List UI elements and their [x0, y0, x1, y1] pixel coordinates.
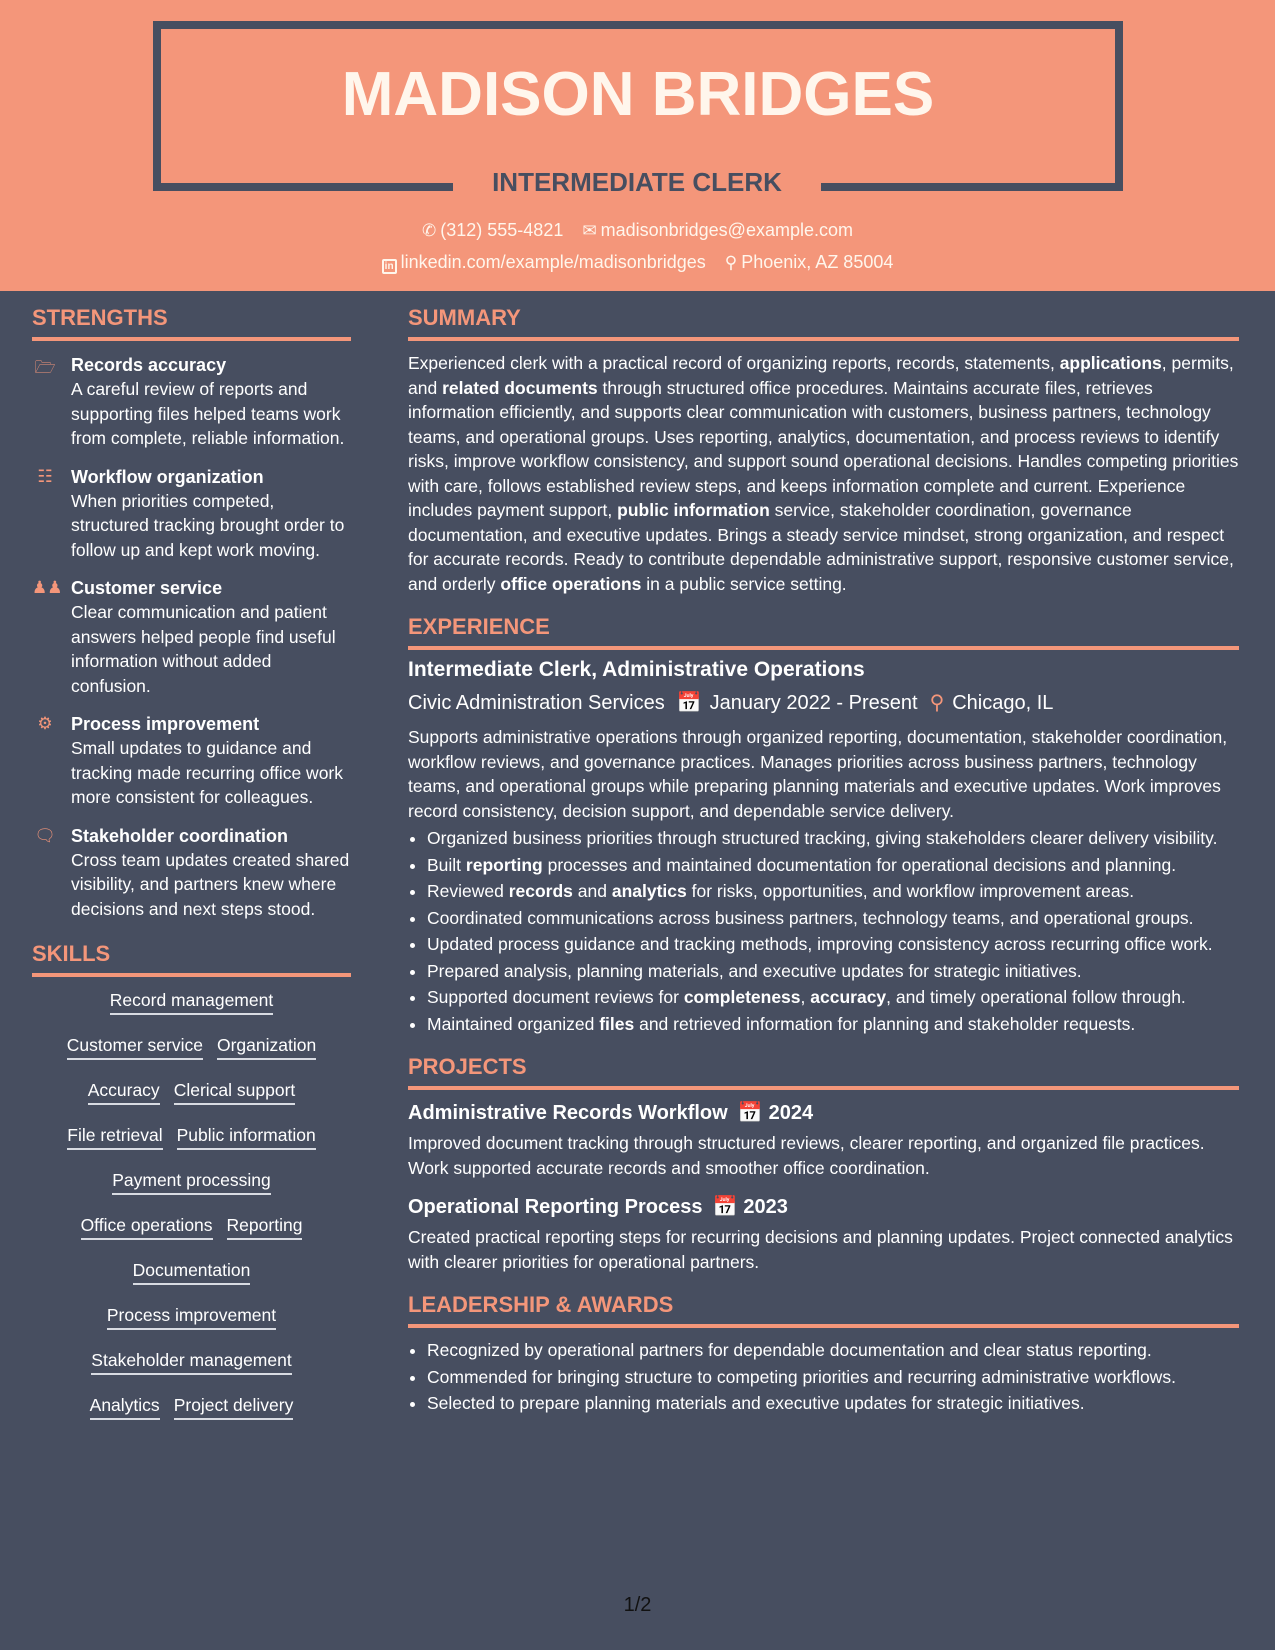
resume-header [0, 0, 1275, 291]
bold-keyword: completeness [683, 987, 801, 1007]
skill-tag: Record management [110, 989, 273, 1015]
text-run: and [572, 881, 612, 901]
calendar-icon: 📅 [737, 1102, 763, 1124]
job-bullet [427, 985, 1239, 1010]
strength-desc: Cross team updates created shared visibility, and partners knew where decisions and next steps stood. [71, 849, 350, 919]
role-wrap [453, 160, 821, 204]
text-run: , and timely operational follow through. [886, 987, 1186, 1007]
strength-item [32, 824, 351, 922]
location-text: Phoenix, AZ 85004 [741, 252, 894, 272]
leadership-heading: LEADERSHIP & AWARDS [408, 1292, 1239, 1328]
project-year: 2023 [743, 1196, 788, 1218]
bold-keyword: accuracy [810, 987, 887, 1007]
text-run: Updated process guidance and tracking methods, improving consistency across recurring office work. [427, 934, 1213, 954]
skills-row [32, 1214, 351, 1259]
award-item: • Selected to prepare planning materials and executive updates for strategic initiatives. [427, 1391, 1239, 1416]
linkedin-icon: in [382, 259, 397, 274]
project-year: 2024 [768, 1102, 814, 1124]
job-meta [408, 690, 1239, 715]
job-bullets [408, 826, 1239, 1036]
skill-tag: Accuracy [88, 1079, 160, 1105]
sitemap-icon: ☷ [37, 466, 53, 486]
strength-item [32, 353, 351, 451]
phone-contact [422, 220, 563, 241]
project-name: Operational Reporting Process [408, 1196, 703, 1218]
strength-title: Customer service [71, 578, 223, 598]
project-title [408, 1100, 1239, 1125]
bold-keyword: public information [617, 500, 770, 520]
job-location: Chicago, IL [952, 692, 1054, 714]
comments-icon: 🗨 [34, 825, 56, 845]
skill-tag: Documentation [133, 1259, 251, 1285]
skill-tag: Office operations [81, 1214, 213, 1240]
skill-tag: Customer service [67, 1034, 203, 1060]
strength-item [32, 712, 351, 810]
bold-keyword: applications [1059, 353, 1162, 373]
summary-text [408, 351, 1239, 596]
leadership-bullets [408, 1338, 1239, 1416]
bold-keyword: analytics [611, 881, 687, 901]
skill-tag: Public information [177, 1124, 316, 1150]
text-run: , [800, 987, 811, 1007]
job-bullet [427, 932, 1239, 957]
job-dates: January 2022 - Present [709, 692, 918, 714]
bold-keyword: reporting [465, 854, 543, 875]
award-item: • Commended for bringing structure to competing priorities and recurring administrative workflows. [427, 1365, 1239, 1390]
bold-keyword: office operations [500, 573, 642, 594]
text-run: Maintained organized [427, 1013, 600, 1034]
strength-item [32, 465, 351, 563]
location-contact [725, 252, 894, 273]
job-bullet [427, 826, 1239, 851]
experience-heading: EXPERIENCE [408, 614, 1239, 650]
project-desc: Created practical reporting steps for recurring decisions and planning updates. Project connected analytics with clearer priorities for operational partners. [408, 1227, 1233, 1272]
skills-row [32, 1124, 351, 1169]
skill-tag: Payment processing [112, 1169, 271, 1195]
contact-row-2 [0, 252, 1275, 274]
text-run: Prepared analysis, planning materials, and executive updates for strategic initiatives. [427, 960, 1082, 981]
contact-row-1 [0, 220, 1275, 241]
strength-title: Stakeholder coordination [71, 825, 289, 846]
strength-desc: Small updates to guidance and tracking made recurring office work more consistent for colleagues. [71, 738, 344, 807]
linkedin-contact[interactable] [382, 252, 706, 274]
skills-row [32, 1169, 351, 1214]
map-marker-icon: ⚲ [929, 692, 945, 714]
skills-row [32, 1034, 351, 1079]
text-run: Reviewed [427, 881, 509, 901]
skill-tag: File retrieval [67, 1124, 162, 1150]
text-run: Supported document reviews for [427, 987, 684, 1007]
text-run: for risks, opportunities, and workflow improvement areas. [686, 881, 1135, 901]
strength-desc: Clear communication and patient answers helped people find useful information without added confusion. [71, 602, 336, 696]
calendar-icon: 📅 [676, 692, 702, 714]
projects-heading: PROJECTS [408, 1054, 1239, 1090]
skills-row [32, 1304, 351, 1349]
map-marker-icon: ⚲ [724, 253, 738, 272]
skill-tag: Reporting [227, 1214, 303, 1240]
gears-icon: ⚙ [37, 714, 53, 733]
strengths-heading: STRENGTHS [32, 305, 351, 341]
skill-tag: Project delivery [174, 1394, 294, 1420]
bold-keyword: related documents [442, 377, 598, 398]
text-run: Coordinated communications across business partners, technology teams, and operational groups. [427, 907, 1194, 928]
phone-text: (312) 555-4821 [440, 220, 564, 240]
sidebar [32, 305, 351, 1439]
text-run: in a public service setting. [641, 573, 847, 594]
text-run: processes and maintained documentation for operational decisions and planning. [542, 854, 1177, 875]
users-icon: ♟♟ [32, 578, 63, 597]
email-text[interactable]: madisonbridges@example.com [600, 220, 853, 240]
job-title: Intermediate Clerk, Administrative Operations [408, 658, 865, 681]
strength-title: Records accuracy [71, 355, 227, 375]
folder-open-icon: 🗁 [34, 358, 56, 377]
strength-desc: When priorities competed, structured tracking brought order to follow up and kept work moving. [71, 490, 345, 560]
email-contact[interactable] [582, 220, 853, 241]
company-name: Civic Administration Services [408, 692, 665, 714]
project-name: Administrative Records Workflow [408, 1102, 728, 1124]
text-run: through structured office procedures. Maintains accurate files, retrieves information efficiently, and supports clear communication with customers, business partners, technology teams, and operational groups. Uses reporting, analytics, documentation, and process reviews to identify risks, improve workflow consistency, and support sound operational decisions. Handles competing priorities with care, follows established review steps, and keeps information complete and current. Experience includes payment support, [408, 377, 1239, 520]
skill-tag: Stakeholder management [91, 1349, 291, 1375]
text-run: service, stakeholder coordination, governance documentation, and executive updates. Brings a steady service mindset, strong organization, and respect for accurate records. Ready to contribute dependable administrative support, responsive customer service, and orderly [408, 500, 1234, 594]
skill-tag: Clerical support [174, 1079, 296, 1105]
phone-icon: ✆ [422, 221, 437, 240]
linkedin-text[interactable]: linkedin.com/example/madisonbridges [400, 252, 706, 272]
text-run: Organized business priorities through structured tracking, giving stakeholders clearer delivery visibility. [427, 828, 1218, 848]
project-desc: Improved document tracking through structured reviews, clearer reporting, and organized file practices. Work supported accurate records and smoother office coordination. [408, 1133, 1205, 1178]
strength-item [32, 576, 351, 698]
job-description: Supports administrative operations through organized reporting, documentation, stakeholder coordination, workflow reviews, and governance practices. Manages priorities across business partners, technology teams, and operational groups while preparing planning materials and executive updates. Work improves record consistency, decision support, and dependable service delivery. [408, 727, 1228, 821]
job-bullet [427, 1012, 1239, 1037]
skills-row [32, 1394, 351, 1439]
strength-title: Workflow organization [71, 466, 264, 487]
calendar-icon: 📅 [712, 1196, 738, 1218]
text-run: Experienced clerk with a practical record of organizing reports, records, statements, [408, 353, 1060, 373]
text-run: and retrieved information for planning and stakeholder requests. [634, 1013, 1136, 1034]
candidate-name: MADISON BRIDGES [341, 60, 935, 129]
skills-row [32, 1259, 351, 1304]
skills-heading: SKILLS [32, 941, 351, 977]
skill-tag: Analytics [90, 1394, 160, 1420]
award-item: • Recognized by operational partners for dependable documentation and clear status reporting. [427, 1338, 1239, 1363]
skill-tag: Organization [217, 1034, 316, 1060]
summary-heading: SUMMARY [408, 305, 1239, 341]
project-title [408, 1194, 1239, 1219]
skills-row [32, 989, 351, 1034]
skill-tag: Process improvement [107, 1304, 276, 1330]
bold-keyword: files [599, 1013, 635, 1034]
bold-keyword: records [508, 881, 573, 901]
text-run: Built [427, 854, 466, 875]
strength-desc: A careful review of reports and supporting files helped teams work from complete, reliable information. [71, 379, 345, 448]
page-number: 1/2 [623, 1594, 652, 1616]
job-bullet [427, 879, 1239, 904]
candidate-role: INTERMEDIATE CLERK [492, 167, 782, 197]
main-content [408, 305, 1239, 1418]
job-bullet [427, 853, 1239, 878]
job-bullet [427, 959, 1239, 984]
skills-row [32, 1349, 351, 1394]
skills-row [32, 1079, 351, 1124]
strength-title: Process improvement [71, 714, 260, 734]
envelope-icon: ✉ [582, 221, 597, 240]
text-run: , permits, and [408, 353, 1234, 398]
job-bullet [427, 906, 1239, 931]
